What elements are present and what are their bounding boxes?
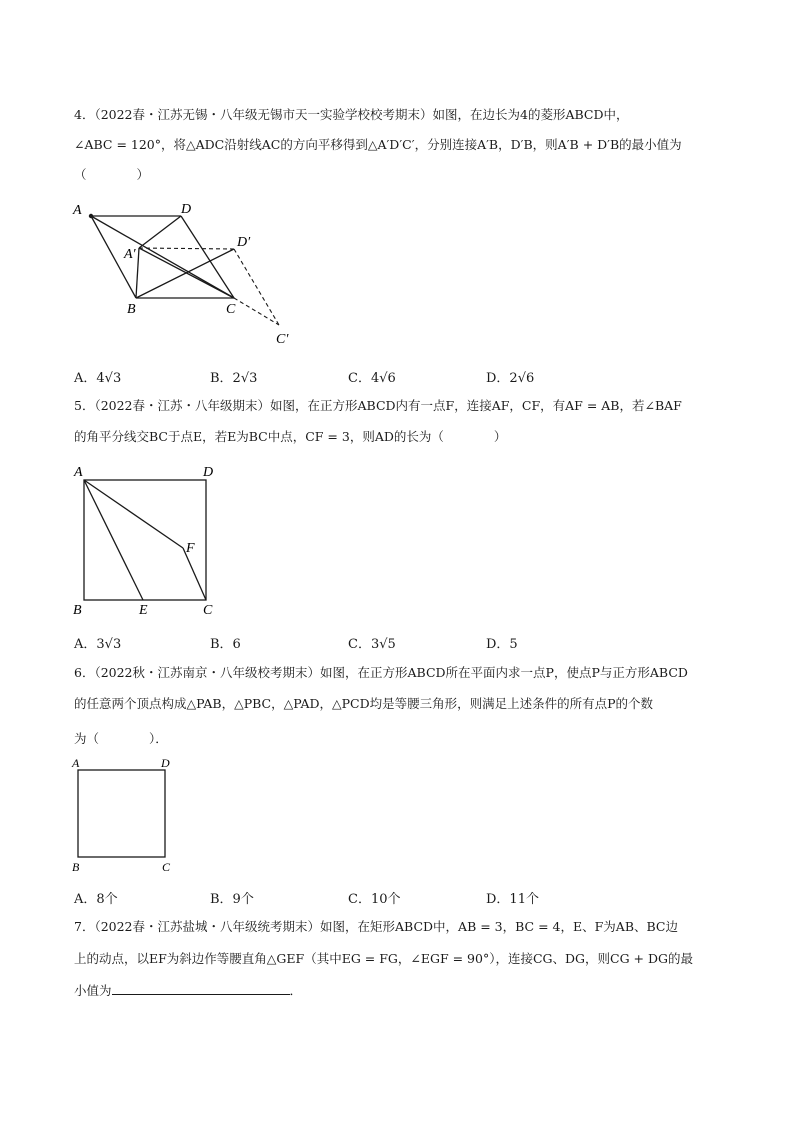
q5-line2: 的角平分线交BC于点E，若E为BC中点，CF = 3，则AD的长为（ ）	[74, 429, 507, 444]
q6-line2: 的任意两个顶点构成△PAB，△PBC，△PAD，△PCD均是等腰三角形，则满足上述条件的所有点P的个数	[74, 696, 654, 711]
q6-label-A: A	[72, 756, 80, 770]
q4-option-a[interactable]: A．4√3	[74, 371, 122, 386]
q4-label-D-prime: D′	[237, 235, 251, 250]
q5-line1: 5．（2022春・江苏・八年级期末）如图，在正方形ABCD内有一点F，连接AF，CF，有AF = AB，若∠BAF	[74, 398, 682, 413]
q4-label-D: D	[181, 202, 192, 217]
q6-option-c[interactable]: C．10个	[348, 892, 401, 907]
q4-label-B: B	[127, 302, 136, 317]
q4-label-C: C	[226, 302, 236, 317]
q5-label-F: F	[186, 541, 195, 556]
q7-line3	[74, 982, 302, 1000]
q4-option-d[interactable]: D．2√6	[486, 371, 535, 386]
q6-line3: 为（ ）．	[74, 731, 168, 746]
q6-label-C: C	[162, 860, 171, 874]
q7-line1: 7．（2022春・江苏盐城・八年级统考期末）如图，在矩形ABCD中，AB = 3，BC = 4，E、F为AB、BC边	[74, 919, 678, 934]
q5-label-E: E	[139, 603, 148, 618]
q7-line3-text: 小值为	[74, 983, 112, 998]
q7-line2: 上的动点，以EF为斜边作等腰直角△GEF（其中EG = FG，∠EGF = 90°），连接CG、DG，则CG + DG的最	[74, 951, 694, 966]
q4-label-C-prime: C′	[276, 332, 289, 347]
q5-option-a[interactable]: A．3√3	[74, 637, 122, 652]
q6-option-b[interactable]: B．9个	[210, 892, 254, 907]
q6-label-B: B	[72, 860, 80, 874]
q5-label-A: A	[74, 465, 83, 480]
q5-option-d[interactable]: D．5	[486, 637, 518, 652]
q6-option-a[interactable]: A．8个	[74, 892, 118, 907]
q6-option-d[interactable]: D．11个	[486, 892, 539, 907]
q4-answer-paren: （ ）	[74, 167, 150, 182]
q4-line1: 4．（2022春・江苏无锡・八年级无锡市天一实验学校校考期末）如图，在边长为4的菱形ABCD中，	[74, 107, 629, 122]
q6-label-D: D	[161, 756, 170, 770]
q5-option-c[interactable]: C．3√5	[348, 637, 396, 652]
q5-option-b[interactable]: B．6	[210, 637, 241, 652]
q4-label-A-prime: A′	[124, 247, 136, 262]
q4-label-A: A	[73, 203, 82, 218]
q6-line1: 6．（2022秋・江苏南京・八年级校考期末）如图，在正方形ABCD所在平面内求一点P，使点P与正方形ABCD	[74, 665, 688, 680]
q4-line2: ∠ABC = 120°，将△ADC沿射线AC的方向平移得到△A′D′C′，分别连接A′B，D′B，则A′B + D′B的最小值为	[74, 137, 682, 152]
q5-label-D: D	[203, 465, 214, 480]
q7-line3-end: ．	[289, 983, 303, 998]
q5-label-C: C	[203, 603, 213, 618]
q5-label-B: B	[73, 603, 82, 618]
q4-option-c[interactable]: C．4√6	[348, 371, 396, 386]
q4-option-b[interactable]: B．2√3	[210, 371, 258, 386]
q7-answer-blank[interactable]	[112, 982, 290, 995]
